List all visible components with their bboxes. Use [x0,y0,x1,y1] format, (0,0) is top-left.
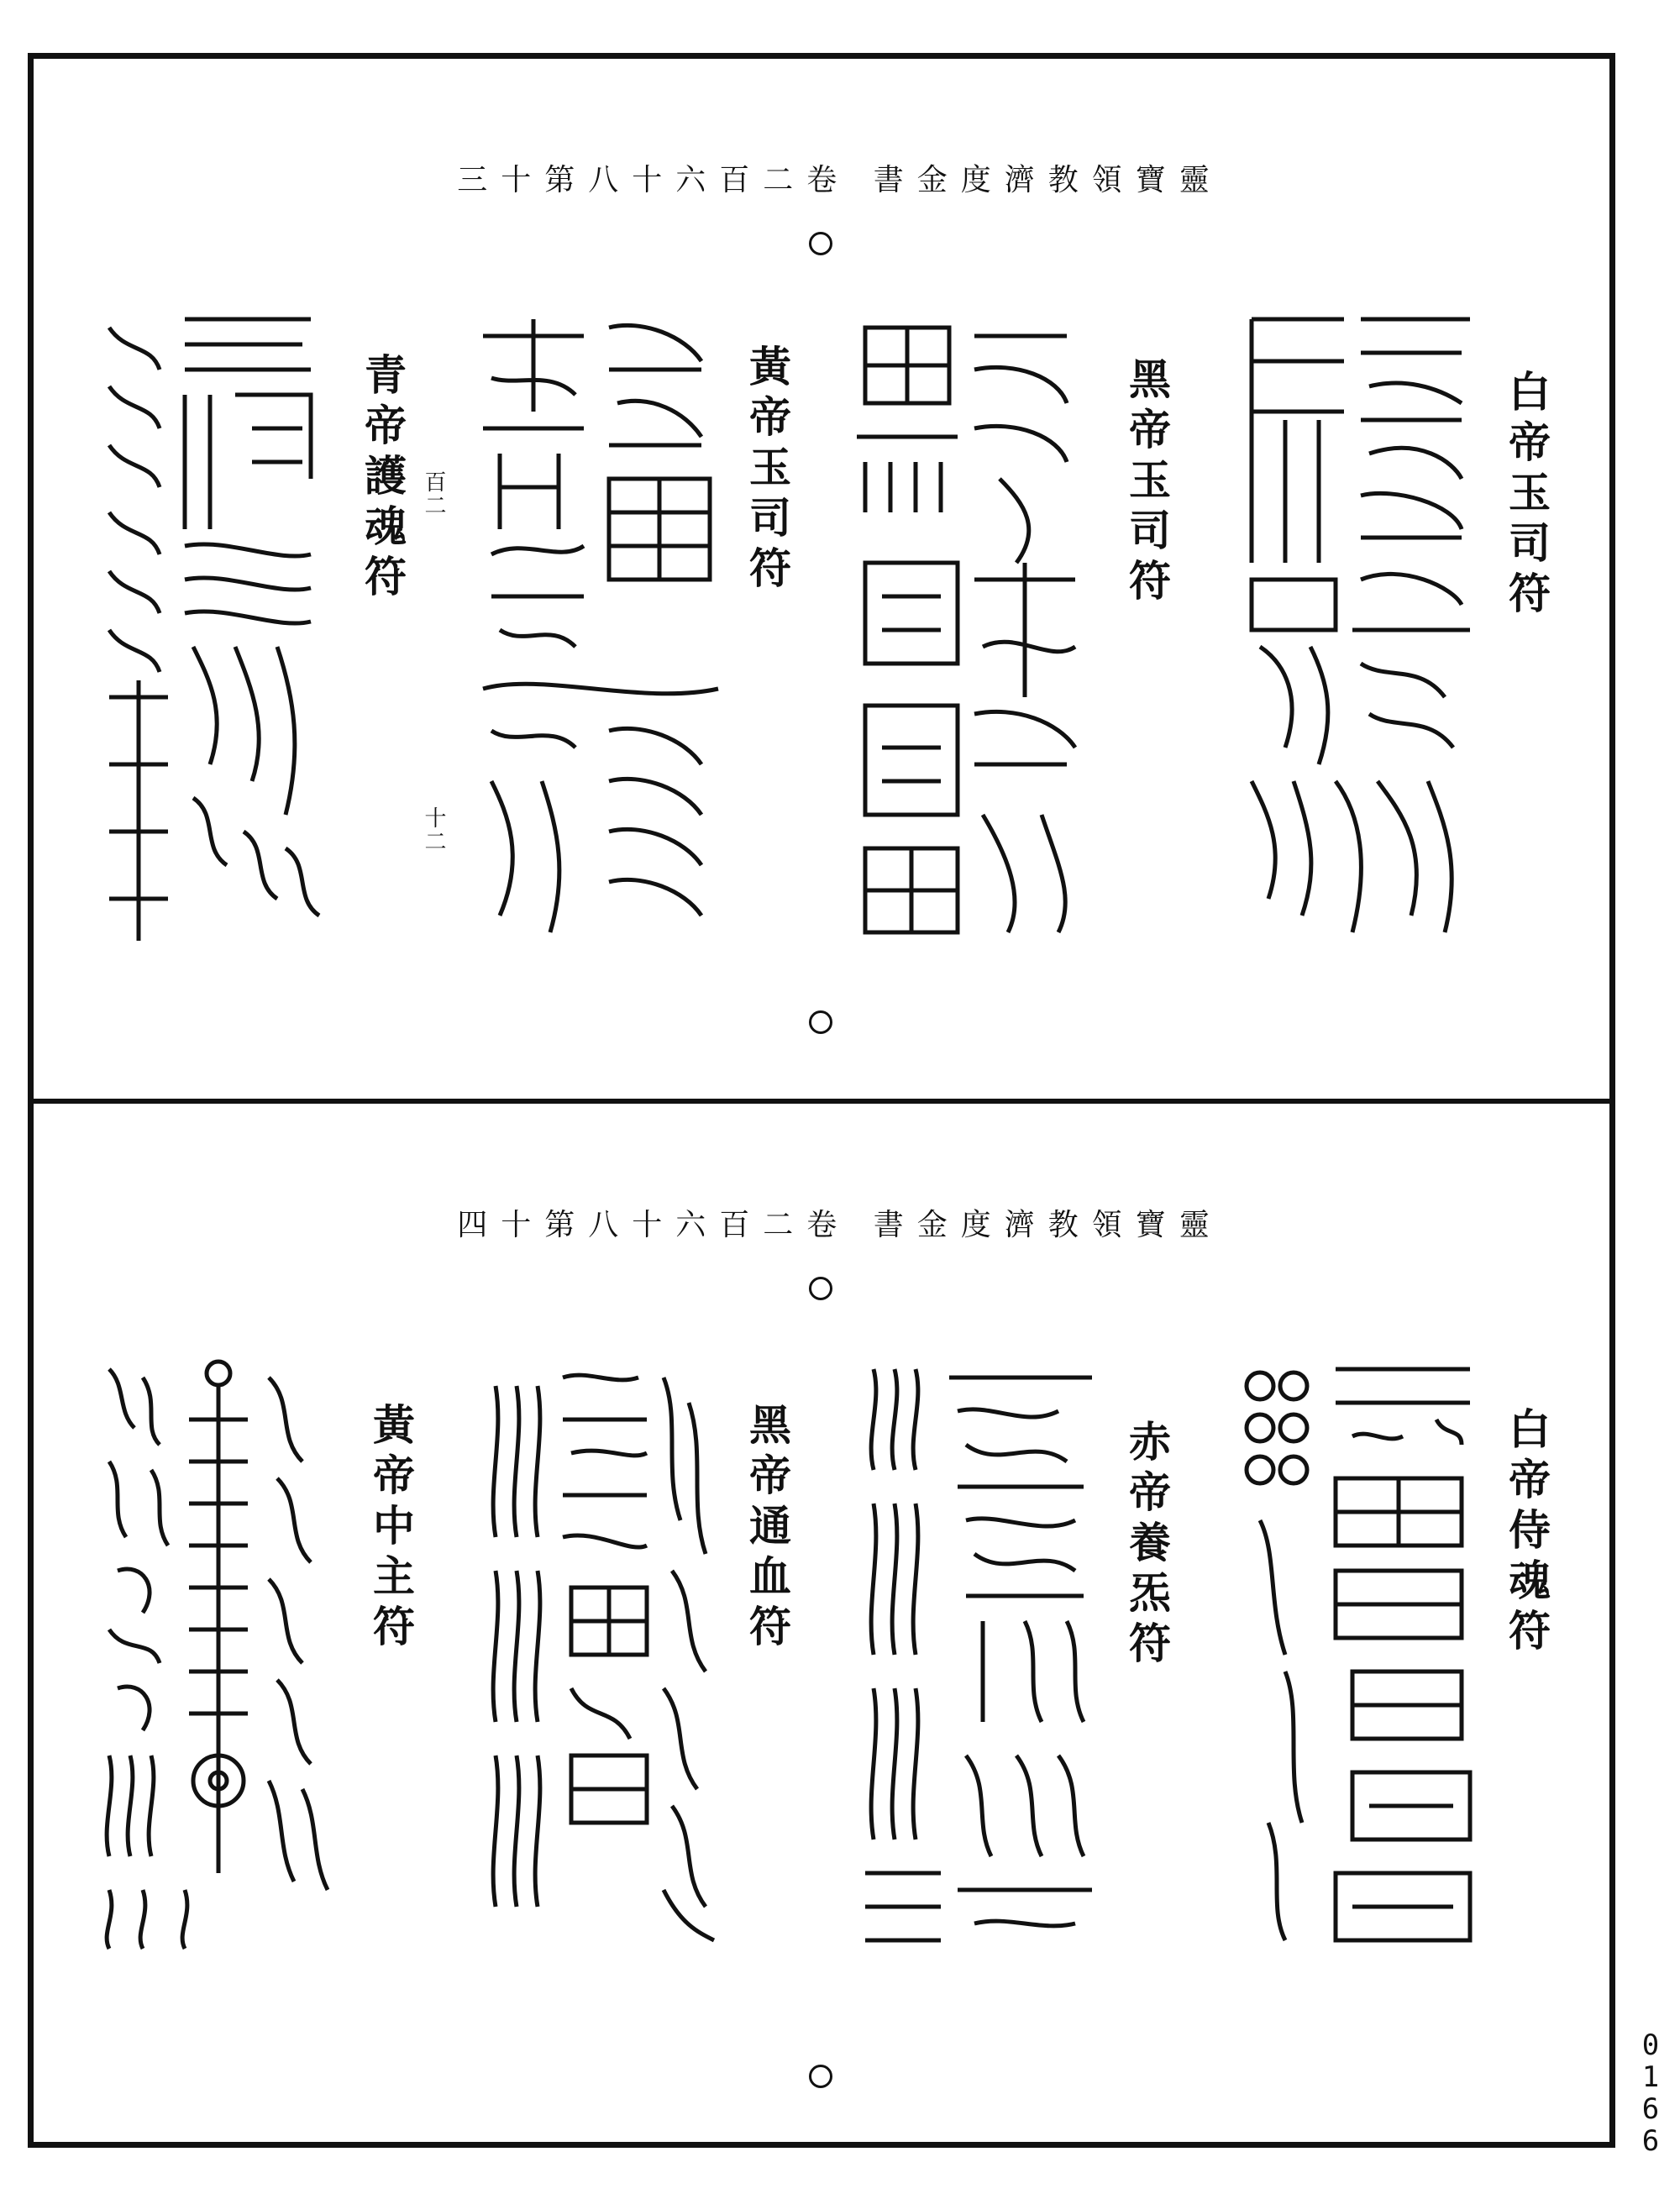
binding-hole-icon [809,232,832,255]
top-header [0,156,1680,199]
binding-hole-icon [809,2065,832,2088]
bottom-label-3: 黑帝通血符 [743,1403,792,1655]
talisman-seal-icon [857,1352,1109,1957]
talisman-seal-icon [848,311,1092,949]
bottom-header [0,1201,1680,1244]
talisman-seal-icon [475,311,727,949]
bottom-header-text: 四十第八十六百二卷 書金度濟教領寶靈 [457,1208,1223,1242]
top-header-text: 三十第八十六百二卷 書金度濟教領寶靈 [457,163,1223,197]
bottom-label-1: 白帝侍魂符 [1502,1407,1551,1659]
top-note-1: 百二 [421,470,446,517]
top-label-4: 青帝護魂符 [358,353,407,605]
talisman-seal-icon [92,311,328,949]
bottom-label-2: 赤帝養炁符 [1122,1420,1172,1672]
top-note-2: 十二 [421,806,446,853]
top-label-1: 白帝玉司符 [1502,370,1551,622]
talisman-seal-icon [1235,311,1487,949]
talisman-seal-icon [1235,1352,1487,1957]
panel-divider [28,1099,1615,1104]
top-label-3: 黃帝玉司符 [743,344,792,596]
talisman-seal-icon [479,1352,731,1957]
top-label-2: 黑帝玉司符 [1122,357,1172,609]
folio-number: 0166 [1641,2028,1660,2158]
binding-hole-icon [809,1277,832,1300]
binding-hole-icon [809,1010,832,1034]
talisman-seal-icon [92,1352,344,1957]
bottom-label-4: 黃帝中主符 [366,1403,416,1655]
